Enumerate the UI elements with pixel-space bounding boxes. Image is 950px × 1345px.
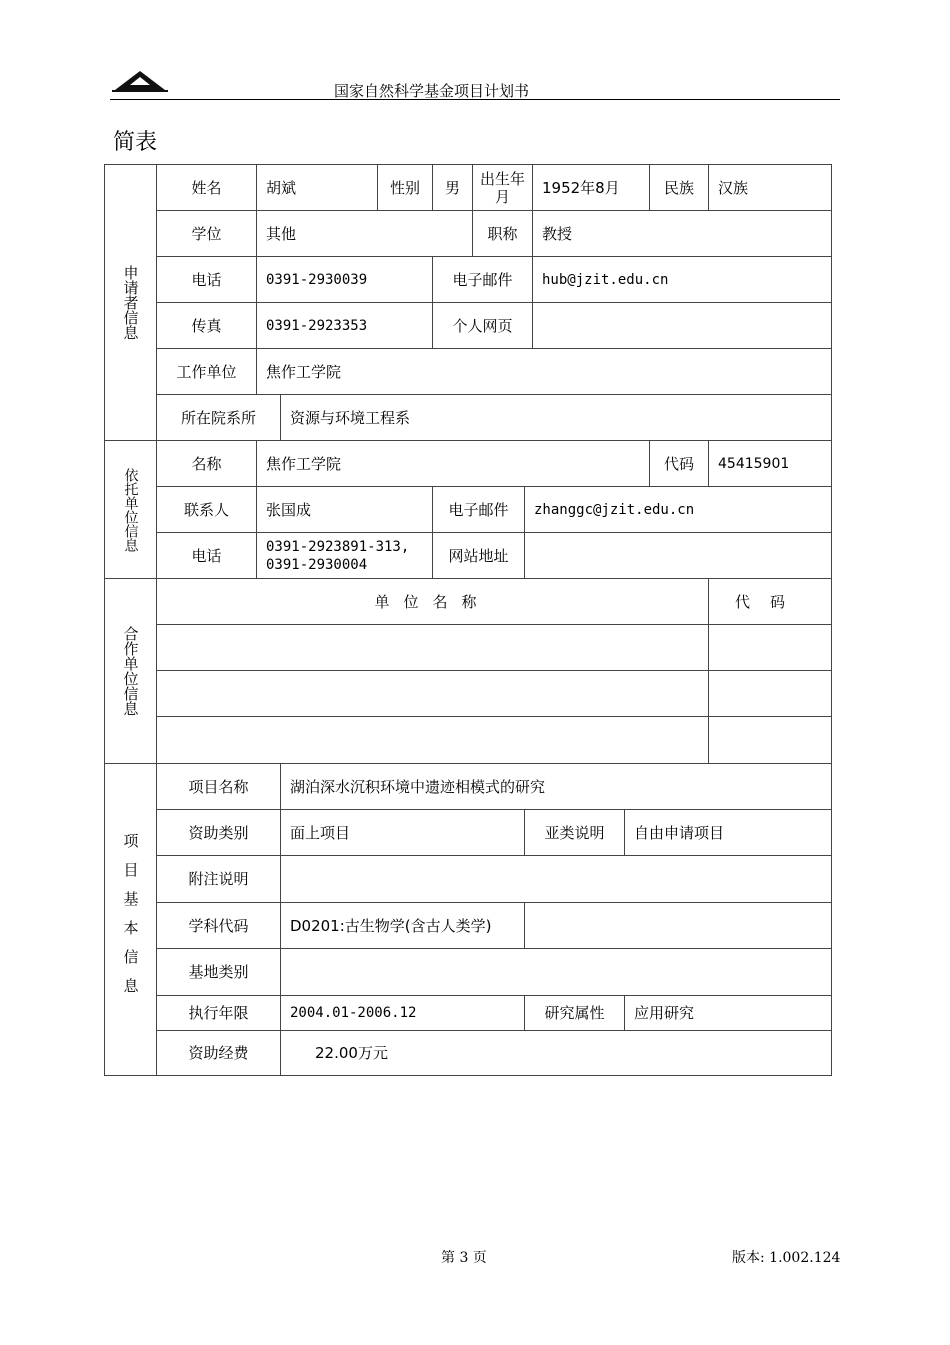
applicant-birth: 1952年8月 [532, 164, 650, 211]
applicant-homepage [532, 302, 832, 349]
institution-email: zhanggc@jzit.edu.cn [524, 486, 832, 533]
funding-type-label: 资助类别 [156, 809, 281, 856]
cooperation-row-name [156, 716, 709, 764]
funding-amount: 22.00万元 [280, 1030, 832, 1076]
applicant-title: 教授 [532, 210, 832, 257]
funding-label: 资助经费 [156, 1030, 281, 1076]
applicant-ethnicity: 汉族 [708, 164, 832, 211]
institution-phone-label: 电话 [156, 532, 257, 579]
research-attr: 应用研究 [624, 995, 832, 1031]
institution-email-label: 电子邮件 [432, 486, 525, 533]
subject-code-extra [524, 902, 832, 949]
research-attr-label: 研究属性 [524, 995, 625, 1031]
applicant-degree: 其他 [256, 210, 473, 257]
institution-phone-line1: 0391-2923891-313, [266, 538, 410, 555]
name-label: 姓名 [156, 164, 257, 211]
email-label: 电子邮件 [432, 256, 533, 303]
phone-label: 电话 [156, 256, 257, 303]
page-title: 简表 [113, 130, 158, 155]
workplace-label: 工作单位 [156, 348, 257, 395]
institution-name: 焦作工学院 [256, 440, 650, 487]
subtype-label: 亚类说明 [524, 809, 625, 856]
cooperation-row-code [708, 716, 832, 764]
institution-phone-line2: 0391-2930004 [266, 556, 368, 573]
project-name: 湖泊深水沉积环境中遗迹相模式的研究 [280, 763, 832, 810]
contact-label: 联系人 [156, 486, 257, 533]
notes [280, 855, 832, 903]
institution-code: 45415901 [708, 440, 832, 487]
birth-label: 出生年月 [472, 164, 533, 211]
nsfc-logo-icon [112, 68, 168, 94]
applicant-phone: 0391-2930039 [256, 256, 433, 303]
period-label: 执行年限 [156, 995, 281, 1031]
subject-code: D0201:古生物学(含古人类学) [280, 902, 525, 949]
applicant-gender: 男 [432, 164, 473, 211]
cooperation-row-code [708, 670, 832, 717]
header-divider [110, 99, 840, 100]
page-number: 第 3 页 [441, 1250, 487, 1266]
institution-website [524, 532, 832, 579]
subtype: 自由申请项目 [624, 809, 832, 856]
version-label: 版本: 1.002.124 [732, 1250, 841, 1266]
fax-label: 传真 [156, 302, 257, 349]
institution-contact: 张国成 [256, 486, 433, 533]
title-label: 职称 [472, 210, 533, 257]
institution-phone [256, 532, 433, 579]
ethnicity-label: 民族 [649, 164, 709, 211]
cooperation-row-code [708, 624, 832, 671]
project-name-label: 项目名称 [156, 763, 281, 810]
institution-name-label: 名称 [156, 440, 257, 487]
project-section-label: 项目基本信息 [104, 763, 157, 1076]
gender-label: 性别 [377, 164, 433, 211]
base-type [280, 948, 832, 996]
unit-name-header: 单位名称 [156, 578, 709, 625]
cooperation-row-name [156, 624, 709, 671]
base-type-label: 基地类别 [156, 948, 281, 996]
website-label: 网站地址 [432, 532, 525, 579]
applicant-department: 资源与环境工程系 [280, 394, 832, 441]
applicant-name: 胡斌 [256, 164, 378, 211]
applicant-email: hub@jzit.edu.cn [532, 256, 832, 303]
subject-code-label: 学科代码 [156, 902, 281, 949]
unit-code-header: 代码 [708, 578, 832, 625]
funding-type: 面上项目 [280, 809, 525, 856]
cooperation-section-label: 合作单位信息 [104, 578, 157, 764]
homepage-label: 个人网页 [432, 302, 533, 349]
period: 2004.01-2006.12 [280, 995, 525, 1031]
notes-label: 附注说明 [156, 855, 281, 903]
institution-section-label: 依托单位信息 [104, 440, 157, 579]
department-label: 所在院系所 [156, 394, 281, 441]
applicant-workplace: 焦作工学院 [256, 348, 832, 395]
cooperation-row-name [156, 670, 709, 717]
applicant-fax: 0391-2923353 [256, 302, 433, 349]
degree-label: 学位 [156, 210, 257, 257]
header-title: 国家自然科学基金项目计划书 [334, 82, 530, 100]
applicant-section-label: 申请者信息 [104, 164, 157, 441]
institution-code-label: 代码 [649, 440, 709, 487]
